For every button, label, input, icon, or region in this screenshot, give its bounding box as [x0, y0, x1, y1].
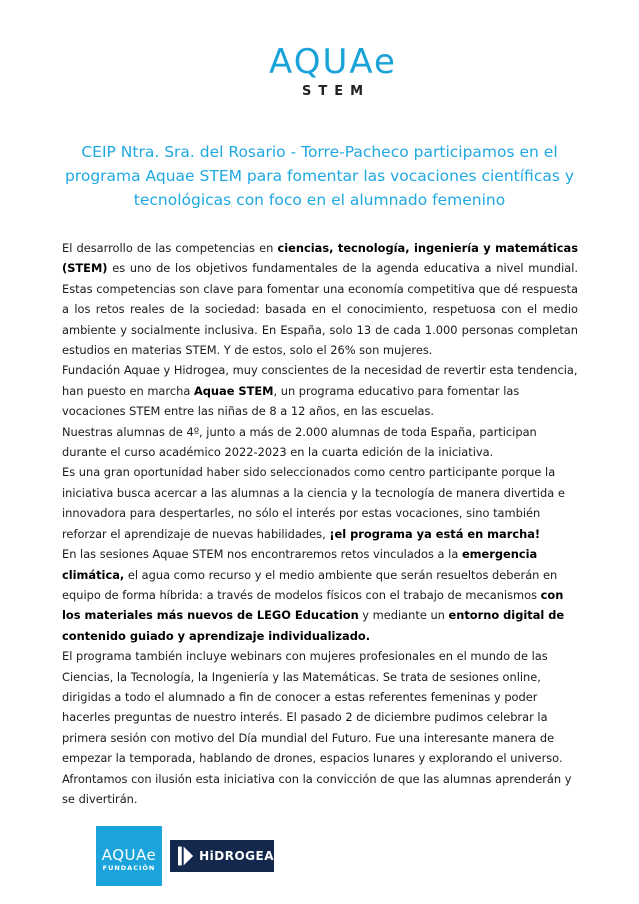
bold-text: ciencias, tecnología, ingeniería y matemáticas (STEM): [62, 241, 578, 276]
text: es uno de los objetivos fundamentales de la agenda educativa a nivel mundial. Estas competencias son clave para fomentar una economía competitiva que dé respuesta a los retos reales de la sociedad: basada en el conocimiento, respetuosa con el medio ambiente y socialmente inclusiva. En España, solo 13 de cada 1.000 personas completan estudios en materias STEM. Y de estos, solo el 26% son mujeres.: [62, 261, 578, 358]
text: En las sesiones Aquae STEM nos encontraremos retos vinculados a la: [62, 547, 462, 562]
article-body: [62, 238, 578, 809]
logo-sub: STEM: [301, 84, 371, 99]
paragraph-7: Afrontamos con ilusión esta iniciativa con la convicción de que las alumnas aprenderán y se divertirán.: [62, 771, 572, 806]
aquae-stem-logo: [268, 44, 398, 99]
bold-text: entorno digital de contenido guiado y aprendizaje individualizado.: [62, 608, 565, 643]
text: y mediante un: [358, 608, 449, 623]
paragraph-2: [62, 360, 578, 421]
paragraph-6: El programa también incluye webinars con mujeres profesionales en el mundo de las Ciencias, la Tecnología, la Ingeniería y las Matemáticas. Se trata de sesiones online, dirigidas a todo el alumnado a fin de conocer a estas referentes femeninas y poder hacerles preguntas de nuestro interés. El pasado 2 de diciembre pudimos celebrar la primera sesión con motivo del Día mundial del Futuro. Fue una interesante manera de empezar la temporada, hablando de drones, espacios lunares y explorando el universo.: [62, 649, 563, 766]
paragraph-5: [62, 544, 578, 646]
paragraph-1: [62, 238, 578, 360]
hidrogea-name: HiDROGEA: [199, 849, 274, 863]
paragraph-4: [62, 462, 578, 544]
fundacion-word: AQUAe: [101, 846, 157, 864]
fundacion-sub: FUNDACIÓN: [102, 864, 156, 872]
bold-text: ¡el programa ya está en marcha!: [329, 526, 541, 541]
text: El desarrollo de las competencias en: [62, 241, 278, 255]
text: , un programa educativo para fomentar las vocaciones STEM entre las niñas de 8 a 12 años, en las escuelas.: [62, 383, 520, 419]
logo-word: AQUAe: [269, 42, 397, 82]
hidrogea-logo: [170, 840, 274, 872]
bold-text: con los materiales más nuevos de LEGO Education: [62, 587, 564, 623]
aquae-fundacion-logo: [96, 826, 162, 886]
text: el agua como recurso y el medio ambiente que serán resueltos deberán en equipo de forma híbrida: a través de modelos físicos con el trabajo de mecanismos: [62, 567, 558, 602]
bold-text: Aquae STEM: [193, 383, 274, 398]
hidrogea-mark-icon: [178, 846, 193, 866]
text: Es una gran oportunidad haber sido seleccionados como centro participante porque la iniciativa busca acercar a las alumnas a la ciencia y la tecnología de manera divertida e innovadora para despertarles, no sólo el interés por estas vocaciones, sino también reforzar el aprendizaje de nuevas habilidades,: [62, 465, 565, 541]
text: Fundación Aquae y Hidrogea, muy conscientes de la necesidad de revertir esta tendencia, han puesto en marcha: [62, 363, 578, 398]
bold-text: emergencia climática,: [62, 547, 538, 582]
paragraph-3: Nuestras alumnas de 4º, junto a más de 2.000 alumnas de toda España, participan durante el curso académico 2022-2023 en la cuarta edición de la iniciativa.: [62, 424, 537, 460]
page-title: CEIP Ntra. Sra. del Rosario - Torre-Pacheco participamos en el programa Aquae STEM para fomentar las vocaciones científicas y tecnológicas con foco en el alumnado femenino: [64, 143, 575, 209]
